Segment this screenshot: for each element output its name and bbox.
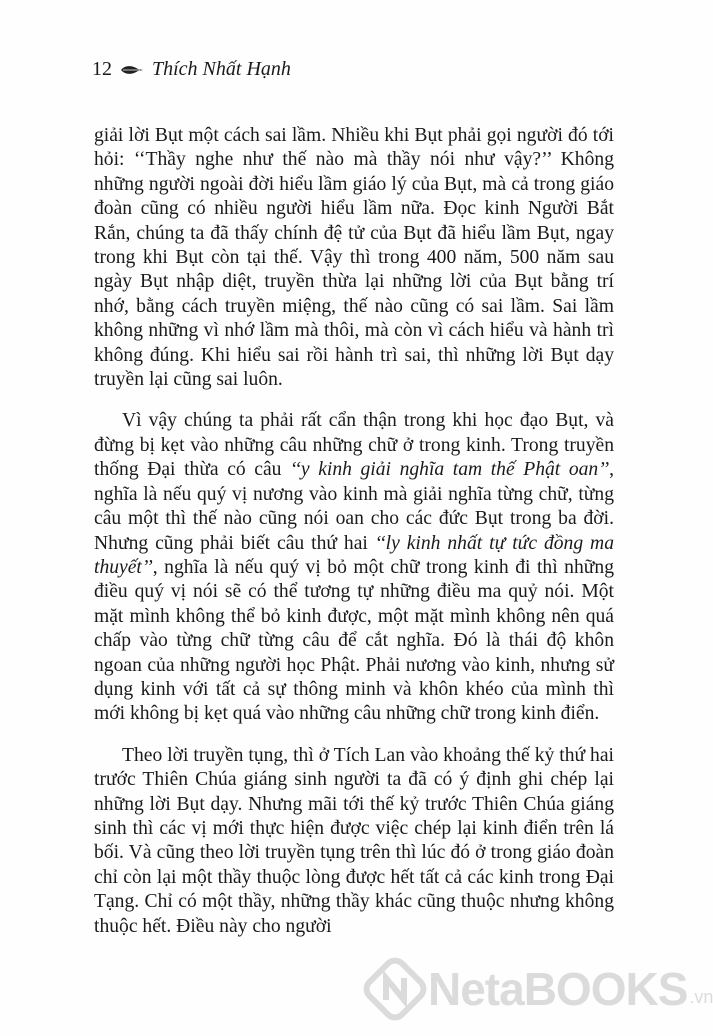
running-title: Thích Nhất Hạnh [152, 58, 291, 80]
leaf-ornament-icon [120, 64, 144, 76]
text-run: giải lời Bụt một cách sai lầm. Nhiều khi Bụt phải gọi người đó tới hỏi: ‘‘Thầy nghe như thế nào mà thầy nói như vậy?’’ Không những người ngoài đời hiểu lầm giáo lý của Bụt, mà cả trong giáo đoàn cũng có nhiều người hiểu lầm nữa. Đọc kinh Người Bắt Rắn, chúng ta đã thấy chính đệ tử của Bụt đã hiểu lầm Bụt, ngay trong khi Bụt còn tại thế. Vậy thì trong 400 năm, 500 năm sau ngày Bụt nhập diệt, truyền thừa lại những lời của Bụt bằng trí nhớ, bằng cách truyền miệng, thế nào cũng có sai lầm. Sai lầm không những vì nhớ lầm mà thôi, mà còn vì cách hiểu và hành trì không đúng. Khi hiểu sai rồi hành trì sai, thì những lời Bụt dạy truyền lại cũng sai luôn. [94, 125, 614, 391]
page-number: 12 [92, 58, 112, 80]
paragraph-1 [94, 124, 614, 392]
text-run: Theo lời truyền tụng, thì ở Tích Lan vào khoảng thế kỷ thứ hai trước Thiên Chúa giáng sinh người ta đã có ý định ghi chép lại những lời Bụt dạy. Nhưng mãi tới thế kỷ trước Thiên Chúa giáng sinh thì các vị mới thực hiện được việc chép lại kinh điển trên lá bối. Và cũng theo lời truyền tụng trên thì lúc đó ở trong giáo đoàn chỉ còn lại một thầy thuộc lòng được hết tất cả các kinh trong Đại Tạng. Chỉ có một thầy, những thầy khác cũng thuộc nhưng không thuộc hết. Điều này cho người [94, 744, 614, 937]
paragraph-3 [94, 744, 614, 939]
text-run: Vì vậy chúng ta phải rất cẩn thận trong khi học đạo Bụt, và đừng bị kẹt vào những câu những chữ ở trong kinh. Trong truyền thống Đại thừa có câu [94, 410, 614, 481]
paragraph-2 [94, 409, 614, 726]
watermark-suffix: .vn [689, 987, 713, 1007]
watermark-brand: NetaBOOKS [428, 963, 688, 1015]
italic-quote: ‘‘ly kinh nhất tự tức đồng ma thuyết’’ [94, 532, 614, 578]
italic-quote: ‘‘y kinh giải nghĩa tam thế Phật oan’’ [290, 459, 610, 481]
watermark [366, 960, 713, 1018]
page-header [92, 58, 291, 81]
text-run: , nghĩa là nếu quý vị bỏ một chữ trong kinh đi thì những điều quý vị nói sẽ có thể tương tự những điều ma quỷ nói. Một mặt mình không thể bỏ kinh được, một mặt mình không nên quá chấp vào từng chữ từng câu để cắt nghĩa. Đó là thái độ khôn ngoan của những người học Phật. Phải nương vào kinh, nhưng sử dụng kinh với tất cả sự thông minh và khôn khéo của mình thì mới không bị kẹt quá vào những câu những chữ trong kinh điển. [94, 556, 614, 725]
body-text [94, 124, 614, 956]
netabooks-logo-icon [366, 960, 424, 1018]
text-run: , nghĩa là nếu quý vị nương vào kinh mà giải nghĩa từng chữ, từng câu một thì thế nào cũng nói oan cho các đức Bụt trong ba đời. Nhưng cũng phải biết câu thứ hai [94, 459, 615, 554]
